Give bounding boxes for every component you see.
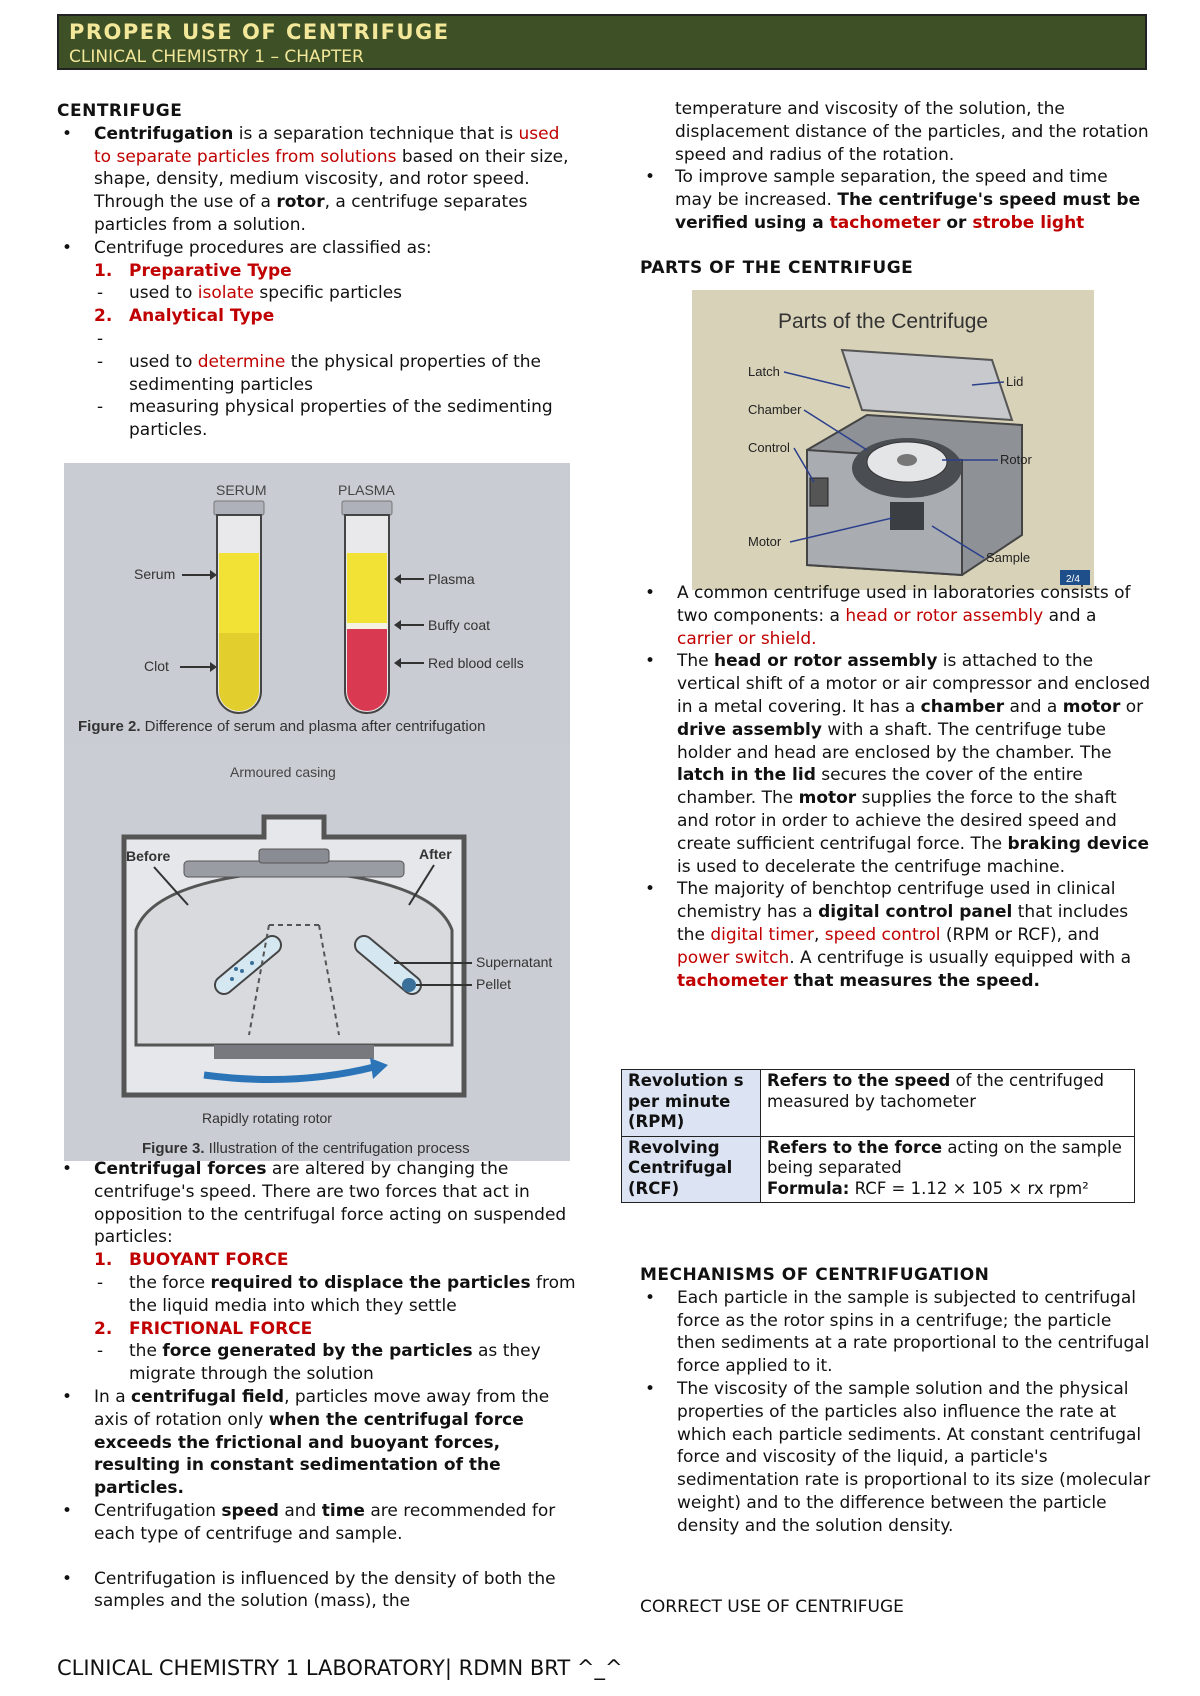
- continued-text: temperature and viscosity of the solution, the displacement distance of the particles, and the rotation speed and radius of the rotation.: [675, 99, 1149, 165]
- list-item: • In a centrifugal field, particles move away from the axis of rotation only when the centrifugal force exceeds the frictional and buoyant forces, resulting in constant sedimentation of the particles.: [57, 1386, 577, 1500]
- label-control: Control: [748, 440, 790, 455]
- serum-tube-cap: [214, 501, 264, 515]
- type-analytical: 2. Analytical Type: [94, 306, 275, 327]
- list-item: • Centrifugation speed and time are recommended for each type of centrifuge and sample.: [57, 1500, 577, 1546]
- label-plasma: Plasma: [428, 571, 475, 587]
- label-motor: Motor: [748, 534, 782, 549]
- list-item: - used to isolate specific particles: [57, 282, 577, 305]
- label-clot: Clot: [144, 658, 169, 674]
- label-sample: Sample: [986, 550, 1031, 565]
- frictional-force-heading: 2. FRICTIONAL FORCE: [94, 1318, 313, 1339]
- centrifuge-lid: [842, 350, 1012, 420]
- list-item: • To improve sample separation, the speed and time may be increased. The centrifuge's speed must be verified using a tachometer or strobe light: [640, 166, 1150, 234]
- parts-figure-title: Parts of the Centrifuge: [778, 310, 989, 333]
- spacer: [57, 1546, 577, 1568]
- plasma-tube-label: PLASMA: [338, 482, 395, 498]
- plasma-layer: [347, 553, 387, 623]
- figure-2-serum-plasma: [64, 463, 570, 745]
- label-armoured-casing: Armoured casing: [230, 764, 336, 780]
- plasma-tube-cap: [342, 501, 392, 515]
- svg-text:2/4: 2/4: [1066, 574, 1080, 585]
- left-column-bottom: [57, 1158, 577, 1613]
- list-item: - the force required to displace the particles from the liquid media into which they settle: [57, 1272, 577, 1318]
- label-pellet: Pellet: [476, 976, 512, 992]
- label-serum: Serum: [134, 566, 176, 582]
- label-rotor: Rotor: [1000, 452, 1032, 467]
- table-cell: Refers to the force acting on the sample being separated Formula: RCF = 1.12 × 105 × rx rpm²: [761, 1136, 1135, 1203]
- clot-layer: [219, 633, 259, 711]
- list-item: • A common centrifuge used in laboratories consists of two components: a head or rotor assembly and a carrier or shield.: [640, 582, 1152, 650]
- label-rbc: Red blood cells: [428, 655, 524, 671]
- label-lid: Lid: [1006, 374, 1024, 389]
- figure-3-centrifugation-process: [64, 745, 570, 1161]
- section-heading-correct-use: CORRECT USE OF CENTRIFUGE: [640, 1596, 904, 1617]
- page-subtitle: CLINICAL CHEMISTRY 1 – CHAPTER: [69, 47, 364, 67]
- section-heading-parts: PARTS OF THE CENTRIFUGE: [640, 257, 914, 278]
- section-heading-mechanisms: MECHANISMS OF CENTRIFUGATION: [640, 1265, 990, 1285]
- type-preparative: 1. Preparative Type: [94, 260, 292, 281]
- figure-2-caption: Figure 2. Difference of serum and plasma after centrifugation: [78, 718, 486, 735]
- label-chamber: Chamber: [748, 402, 802, 417]
- label-supernatant: Supernatant: [476, 954, 553, 970]
- table-cell: Revolution s per minute (RPM): [622, 1070, 761, 1137]
- rpm-rcf-table: [621, 1069, 1135, 1203]
- figure-3-caption: Figure 3. Illustration of the centrifugation process: [142, 1140, 470, 1157]
- page-footer: CLINICAL CHEMISTRY 1 LABORATORY| RDMN BRT ^_^: [57, 1656, 623, 1680]
- list-item: • The viscosity of the sample solution and the physical properties of the particles also influence the rate at which each particle sediments. At constant centrifugal force and viscosity of the liquid, a particle's sedimentation rate is proportional to its size (molecular weight) and to the difference between the particle density and the solution density.: [640, 1378, 1152, 1538]
- rbc-layer: [347, 629, 387, 711]
- centrifuge-motor: [890, 502, 924, 530]
- list-item: • Centrifugation is a separation technique that is used to separate particles from solutions based on their size, shape, density, medium viscosity, and rotor speed. Through the use of a rotor, a centrifuge separates particles from a solution.: [57, 123, 577, 237]
- left-column-top: [57, 100, 577, 442]
- list-item: - used to determine the physical properties of the sedimenting particles: [57, 351, 577, 397]
- list-item: • The head or rotor assembly is attached to the vertical shift of a motor or air compressor and enclosed in a metal covering. It has a chamber and a motor or drive assembly with a shaft. The centrifuge tube holder and head are enclosed by the chamber. The latch in the lid secures the cover of the entire chamber. The motor supplies the force to the shaft and rotor in order to achieve the desired speed and create sufficient centrifugal force. The braking device is used to decelerate the centrifuge machine.: [640, 650, 1152, 878]
- label-after: After: [419, 846, 452, 862]
- table-cell: Refers to the speed of the centrifuged measured by tachometer: [761, 1070, 1135, 1137]
- table-row: [622, 1136, 1135, 1203]
- label-rotating-rotor: Rapidly rotating rotor: [202, 1110, 332, 1126]
- list-item: - measuring physical properties of the sedimenting particles.: [57, 396, 577, 442]
- table-cell: Revolving Centrifugal (RCF): [622, 1136, 761, 1203]
- buoyant-force-heading: 1. BUOYANT FORCE: [94, 1250, 289, 1271]
- table-row: [622, 1070, 1135, 1137]
- header-banner: [57, 14, 1147, 70]
- list-item: • Centrifugal forces are altered by changing the centrifuge's speed. There are two forces that act in opposition to the centrifugal force acting on suspended particles:: [57, 1158, 577, 1249]
- control-panel: [810, 478, 828, 506]
- list-item: • Each particle in the sample is subjected to centrifugal force as the rotor spins in a centrifuge; the particle then sediments at a rate proportional to the centrifugal force applied to it.: [640, 1287, 1152, 1378]
- section-heading-centrifuge: CENTRIFUGE: [57, 101, 183, 121]
- right-column-bottom: [640, 1264, 1152, 1618]
- rotor-base: [214, 1045, 374, 1059]
- list-item: • The majority of benchtop centrifuge used in clinical chemistry has a digital control panel that includes the digital timer, speed control (RPM or RCF), and power switch. A centrifuge is usually equipped with a tachometer that measures the speed.: [640, 878, 1152, 992]
- label-before: Before: [126, 848, 171, 864]
- figure-parts-of-centrifuge: [692, 290, 1094, 590]
- right-column-middle: [640, 582, 1152, 992]
- buffy-coat-layer: [347, 623, 387, 629]
- list-item: • Centrifugation is influenced by the density of both the samples and the solution (mass), the: [57, 1568, 577, 1614]
- pellet: [402, 978, 416, 992]
- right-column-top: [640, 98, 1150, 280]
- empty-dash: [57, 328, 577, 351]
- page-title: PROPER USE OF CENTRIFUGE: [69, 20, 450, 44]
- list-item: • Centrifuge procedures are classified as:: [57, 237, 577, 260]
- label-latch: Latch: [748, 364, 780, 379]
- label-buffy-coat: Buffy coat: [428, 617, 491, 633]
- serum-tube-label: SERUM: [216, 482, 267, 498]
- list-item: - the force generated by the particles as they migrate through the solution: [57, 1340, 577, 1386]
